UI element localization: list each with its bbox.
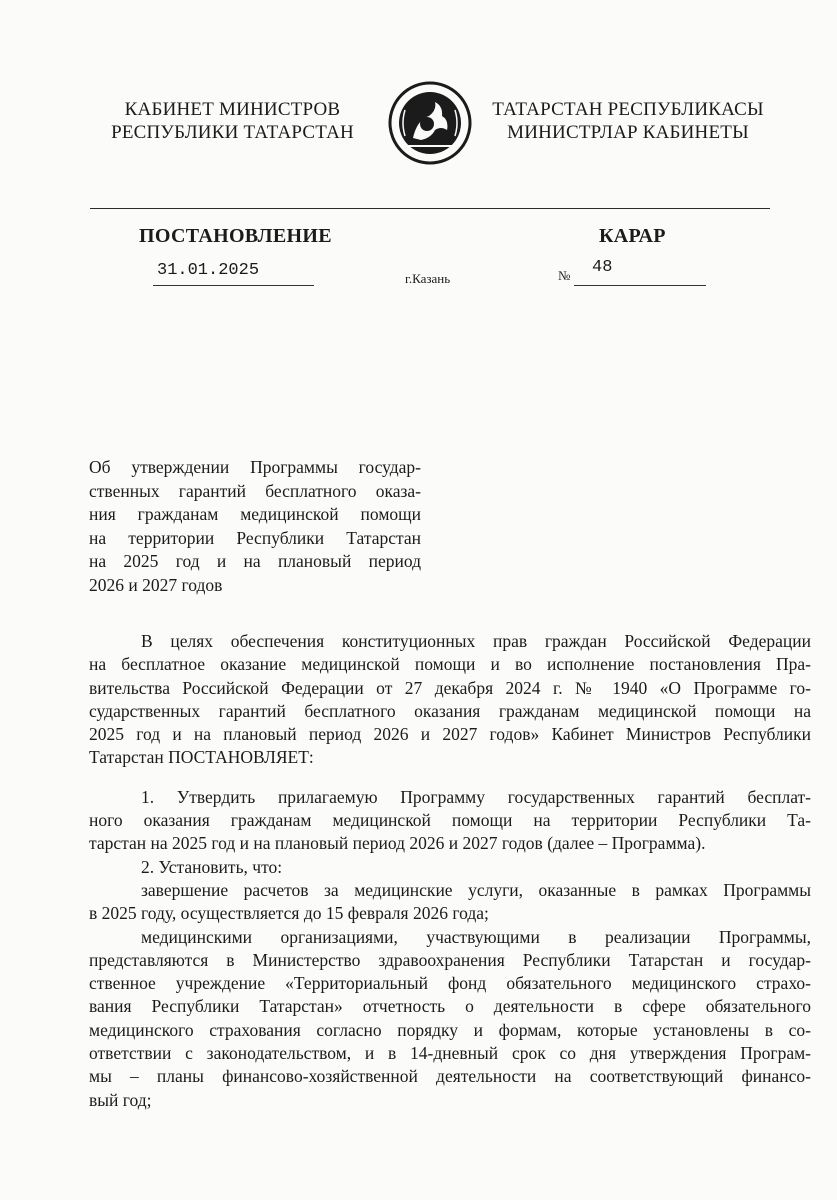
title-line: ственных гарантий бесплатного оказа- bbox=[89, 480, 421, 501]
title-line: ния гражданам медицинской помощи bbox=[89, 504, 421, 525]
document-type-ru: ПОСТАНОВЛЕНИЕ bbox=[139, 225, 332, 247]
document-type-tt: КАРАР bbox=[599, 225, 666, 247]
number-underline bbox=[574, 285, 706, 286]
body-line: ного оказания гражданам медицинской помощи на территории Республики Та- bbox=[89, 810, 811, 831]
body-line: 1. Утвердить прилагаемую Программу государственных гарантий бесплат- bbox=[141, 786, 811, 807]
body-line: Татарстан ПОСТАНОВЛЯЕТ: bbox=[89, 747, 314, 768]
preamble-paragraph bbox=[89, 630, 811, 770]
body-line: 2025 год и на плановый период 2026 и 2027 годов» Кабинет Министров Республики bbox=[89, 724, 811, 745]
body-line: вительства Российской Федерации от 27 декабря 2024 г. № 1940 «О Программе го- bbox=[89, 677, 811, 698]
document-city: г.Казань bbox=[405, 271, 451, 286]
body-line: медицинского страхования согласно порядку и формам, которые установлены в со- bbox=[89, 1019, 811, 1040]
header-right-line-1: ТАТАРСТАН РЕСПУБЛИКАСЫ bbox=[492, 99, 764, 120]
item-2-heading bbox=[89, 856, 811, 879]
paragraph-gap bbox=[89, 770, 811, 786]
header-right-block bbox=[478, 98, 778, 144]
body-line: 2. Установить, что: bbox=[141, 856, 283, 877]
title-line: на 2025 год и на плановый период bbox=[89, 551, 421, 572]
body-line: тарстан на 2025 год и на плановый период 2026 и 2027 годов (далее – Программа). bbox=[89, 833, 706, 854]
body-line: В целях обеспечения конституционных прав граждан Российской Федерации bbox=[141, 631, 811, 651]
date-underline bbox=[153, 285, 314, 286]
body-line: сударственных гарантий бесплатного оказания гражданам медицинской помощи на bbox=[89, 700, 811, 721]
body-line: ответствии с законодательством, и в 14-дневный срок со дня утверждения Програм- bbox=[89, 1043, 811, 1064]
body-line: вый год; bbox=[89, 1089, 152, 1110]
document-number: 48 bbox=[592, 258, 613, 277]
title-line: на территории Республики Татарстан bbox=[89, 527, 421, 548]
coat-of-arms-icon bbox=[387, 80, 473, 166]
item-1-paragraph bbox=[89, 786, 811, 856]
document-title bbox=[89, 456, 421, 598]
body-line: представляются в Министерство здравоохранения Республики Татарстан и государ- bbox=[89, 949, 811, 970]
header-left-line-2: РЕСПУБЛИКИ ТАТАРСТАН bbox=[111, 122, 354, 143]
body-line: завершение расчетов за медицинские услуги, оказанные в рамках Программы bbox=[141, 879, 811, 900]
header-left-block bbox=[90, 98, 375, 144]
header-divider bbox=[90, 208, 770, 209]
header-left-line-1: КАБИНЕТ МИНИСТРОВ bbox=[124, 99, 341, 120]
body-line: на бесплатное оказание медицинской помощи и во исполнение постановления Пра- bbox=[89, 654, 811, 675]
header-right-line-2: МИНИСТРЛАР КАБИНЕТЫ bbox=[507, 122, 749, 143]
body-line: мы – планы финансово-хозяйственной деятельности на соответствующий финансо- bbox=[89, 1066, 811, 1087]
number-sign: № bbox=[558, 268, 571, 283]
title-line: 2026 и 2027 годов bbox=[89, 574, 223, 595]
document-date: 31.01.2025 bbox=[157, 261, 260, 280]
item-2-subparagraph-1 bbox=[89, 879, 811, 926]
body-line: ственное учреждение «Территориальный фонд обязательного медицинского страхо- bbox=[89, 973, 811, 994]
document-body bbox=[89, 630, 811, 1112]
body-line: в 2025 году, осуществляется до 15 февраля 2026 года; bbox=[89, 903, 489, 924]
item-2-subparagraph-2 bbox=[89, 926, 811, 1112]
body-line: медицинскими организациями, участвующими в реализации Программы, bbox=[141, 926, 811, 947]
title-line: Об утверждении Программы государ- bbox=[89, 457, 421, 477]
body-line: вания Республики Татарстан» отчетность о деятельности в сфере обязательного bbox=[89, 996, 811, 1017]
